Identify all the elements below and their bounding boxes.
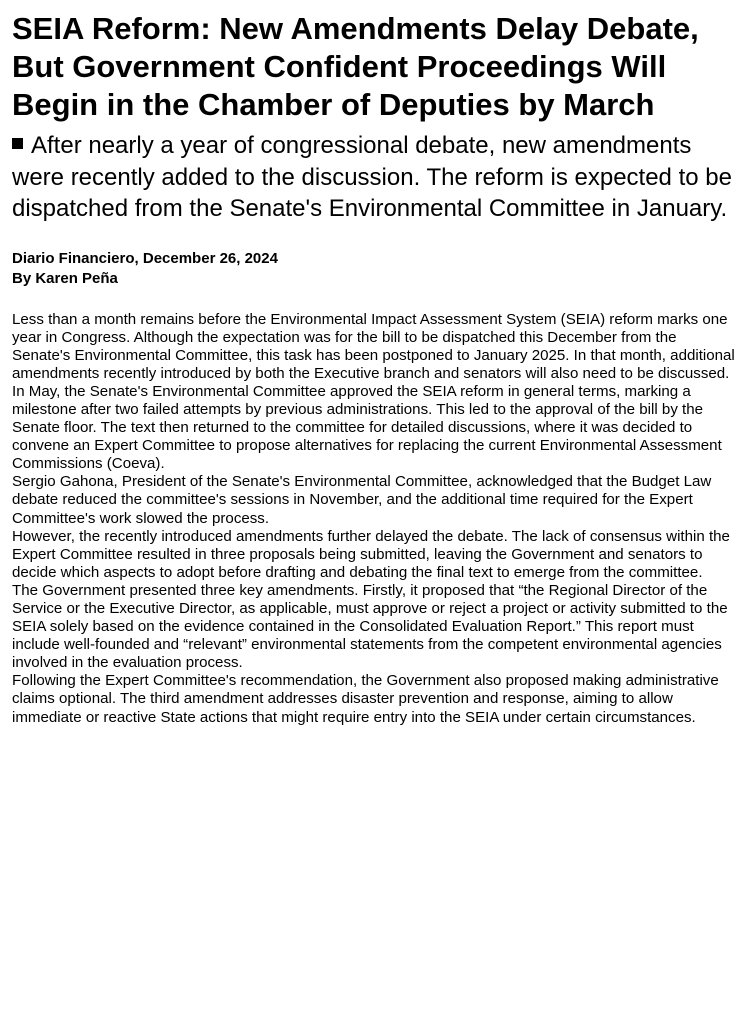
byline: By Karen Peña bbox=[12, 269, 118, 287]
body-paragraph: However, the recently introduced amendments further delayed the debate. The lack of consensus within the Expert Committee resulted in three proposals being submitted, leaving the Government and senators to decide which aspects to adopt before drafting and debating the final text to emerge from the committee. bbox=[12, 527, 730, 581]
source-line: Diario Financiero, December 26, 2024 bbox=[12, 249, 278, 267]
article-subheadline bbox=[12, 130, 738, 225]
body-paragraph: Sergio Gahona, President of the Senate's Environmental Committee, acknowledged that the Budget Law debate reduced the committee's sessions in November, and the additional time required for the Expert Committee's work slowed the process. bbox=[12, 473, 712, 527]
black-square-icon bbox=[12, 138, 23, 149]
subheadline-text: After nearly a year of congressional debate, new amendments were recently added to the discussion. The reform is expected to be dispatched from the Senate's Environmental Committee in January. bbox=[12, 132, 732, 222]
body-paragraph: Less than a month remains before the Environmental Impact Assessment System (SEIA) reform marks one year in Congress. Although the expectation was for the bill to be dispatched this December from the Senate's Environmental Committee, this task has been postponed to January 2025. In that month, additional amendments recently introduced by both the Executive branch and senators will also need to be discussed. bbox=[12, 310, 735, 382]
body-paragraph: In May, the Senate's Environmental Committee approved the SEIA reform in general terms, marking a milestone after two failed attempts by previous administrations. This led to the approval of the bill by the Senate floor. The text then returned to the committee for detailed discussions, where it was decided to convene an Expert Committee to propose alternatives for replacing the current Environmental Assessment Commissions (Coeva). bbox=[12, 382, 722, 473]
article-body bbox=[12, 311, 738, 727]
body-paragraph: Following the Expert Committee's recommendation, the Government also proposed making administrative claims optional. The third amendment addresses disaster prevention and response, aiming to allow immediate or reactive State actions that might require entry into the SEIA under certain circumstances. bbox=[12, 672, 719, 726]
article-meta bbox=[12, 249, 738, 289]
article-headline: SEIA Reform: New Amendments Delay Debate, But Government Confident Proceedings Will Begin in the Chamber of Deputies by March bbox=[12, 11, 699, 122]
body-paragraph: The Government presented three key amendments. Firstly, it proposed that “the Regional Director of the Service or the Executive Director, as applicable, must approve or reject a project or activity submitted to the SEIA solely based on the evidence contained in the Consolidated Evaluation Report.” This report must include well-founded and “relevant” environmental statements from the competent environmental agencies involved in the evaluation process. bbox=[12, 581, 728, 672]
